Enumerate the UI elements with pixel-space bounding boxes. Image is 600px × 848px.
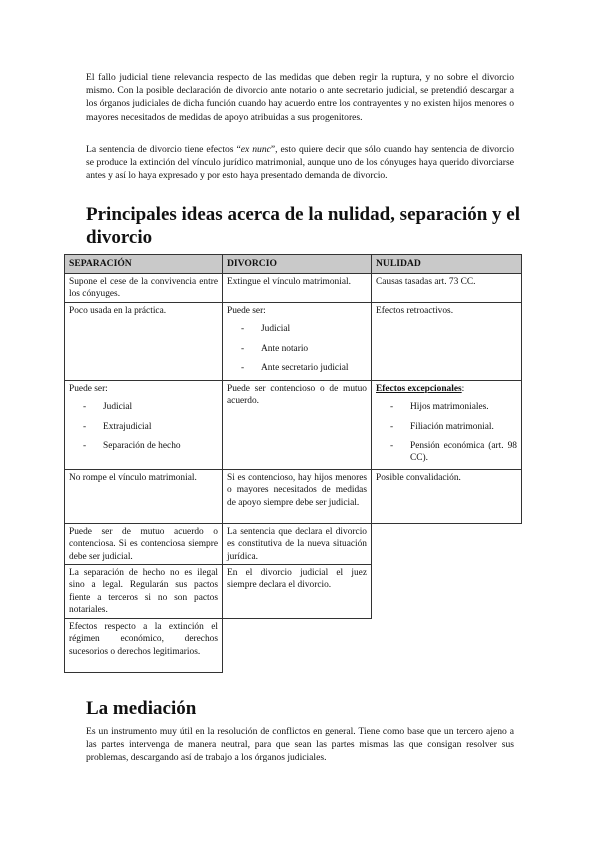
intro-paragraph-2 — [86, 143, 514, 183]
cell-intro: Puede ser: — [227, 305, 266, 316]
cell-divorcio: La sentencia que declara el divorcio es constitutiva de la nueva situación jurídica. — [223, 523, 372, 564]
cell-separacion: No rompe el vínculo matrimonial. — [65, 469, 223, 523]
efectos-list — [376, 401, 517, 465]
header-separacion: SEPARACIÓN — [65, 255, 223, 274]
list-item: - Extrajudicial — [83, 421, 218, 433]
list-item: - Judicial — [83, 401, 218, 413]
cell-nulidad: Efectos retroactivos. — [372, 302, 522, 380]
ex-nunc-term: ex nunc — [240, 144, 271, 155]
cell-separacion: Supone el cese de la convivencia entre los cónyuges. — [65, 274, 223, 303]
cell-divorcio: Puede ser contencioso o de mutuo acuerdo. — [223, 380, 372, 469]
cell-divorcio: Extingue el vínculo matrimonial. — [223, 274, 372, 303]
cell-divorcio — [223, 302, 372, 380]
list-item: - Separación de hecho — [83, 440, 218, 452]
cell-divorcio: Si es contencioso, hay hijos menores o mayores necesitados de medidas de apoyo siempre debe ser judicial. — [223, 469, 372, 523]
list-item: - Ante secretario judicial — [241, 362, 367, 374]
table-row — [65, 274, 522, 303]
list-item: - Hijos matrimoniales. — [390, 401, 517, 413]
section-heading-mediacion: La mediación — [86, 698, 197, 719]
list-item: - Pensión económica (art. 98 CC). — [390, 440, 517, 465]
cell-separacion: Puede ser de mutuo acuerdo o contenciosa. Si es contenciosa siempre debe ser judicial. — [65, 523, 223, 564]
intro-paragraph-1: El fallo judicial tiene relevancia respecto de las medidas que deben regir la ruptura, y no sobre el divorcio mismo. Con la posible declaración de divorcio ante notario o ante secretario judicial, se pretendió descargar a los órganos judiciales de dicha función cuando hay acuerdo entre los contrayentes y no existen hijos menores o mayores necesitados de medidas de apoyo atribuidas a sus progenitores. — [86, 72, 514, 123]
header-nulidad: NULIDAD — [372, 255, 522, 274]
empty-cell — [372, 523, 522, 564]
table-row — [65, 302, 522, 380]
cell-divorcio: En el divorcio judicial el juez siempre declara el divorcio. — [223, 565, 372, 619]
empty-cell — [372, 619, 522, 673]
table-row — [65, 565, 522, 619]
cell-separacion: Poco usada en la práctica. — [65, 302, 223, 380]
table-row — [65, 619, 522, 673]
header-divorcio: DIVORCIO — [223, 255, 372, 274]
list-item: - Filiación matrimonial. — [390, 421, 517, 433]
cell-nulidad: Causas tasadas art. 73 CC. — [372, 274, 522, 303]
table-header-row — [65, 255, 522, 274]
mediacion-paragraph: Es un instrumento muy útil en la resolución de conflictos en general. Tiene como base que un tercero ajeno a las partes intervenga de manera neutral, para que sean las partes mismas las que consigan resolver sus problemas, descargando así de trabajo a los órganos judiciales. — [86, 726, 514, 764]
cell-separacion: La separación de hecho no es ilegal sino a legal. Regularán sus pactos fiente a terceros si no son pactos notariales. — [65, 565, 223, 619]
list-item: - Ante notario — [241, 343, 367, 355]
cell-intro: Puede ser: — [69, 383, 108, 394]
para2-text-start: La sentencia de divorcio tiene efectos “ — [86, 144, 241, 155]
section-heading-principales: Principales ideas acerca de la nulidad, separación y el divorcio — [86, 204, 521, 248]
table-row — [65, 469, 522, 523]
empty-cell — [372, 565, 522, 619]
divorcio-types-list — [227, 323, 367, 374]
comparison-table — [64, 254, 522, 673]
efectos-excepcionales-heading: Efectos excepcionales — [376, 383, 462, 394]
empty-cell — [223, 619, 372, 673]
table-row — [65, 523, 522, 564]
cell-nulidad — [372, 380, 522, 469]
heading-colon: : — [461, 383, 465, 394]
list-item: - Judicial — [241, 323, 367, 335]
table-row — [65, 380, 522, 469]
para2-text-end: ”, esto quiere decir que sólo cuando hay sentencia de divorcio se produce la extinción del vínculo jurídico matrimonial, aunque uno de los cónyuges haya querido divorciarse antes y así lo haya expresado y por esto haya presentado demanda de divorcio. — [86, 144, 514, 182]
cell-separacion: Efectos respecto a la extinción el régimen económico, derechos sucesorios o derechos legitimarios. — [65, 619, 223, 673]
cell-nulidad: Posible convalidación. — [372, 469, 522, 523]
separacion-types-list — [69, 401, 218, 452]
cell-separacion — [65, 380, 223, 469]
